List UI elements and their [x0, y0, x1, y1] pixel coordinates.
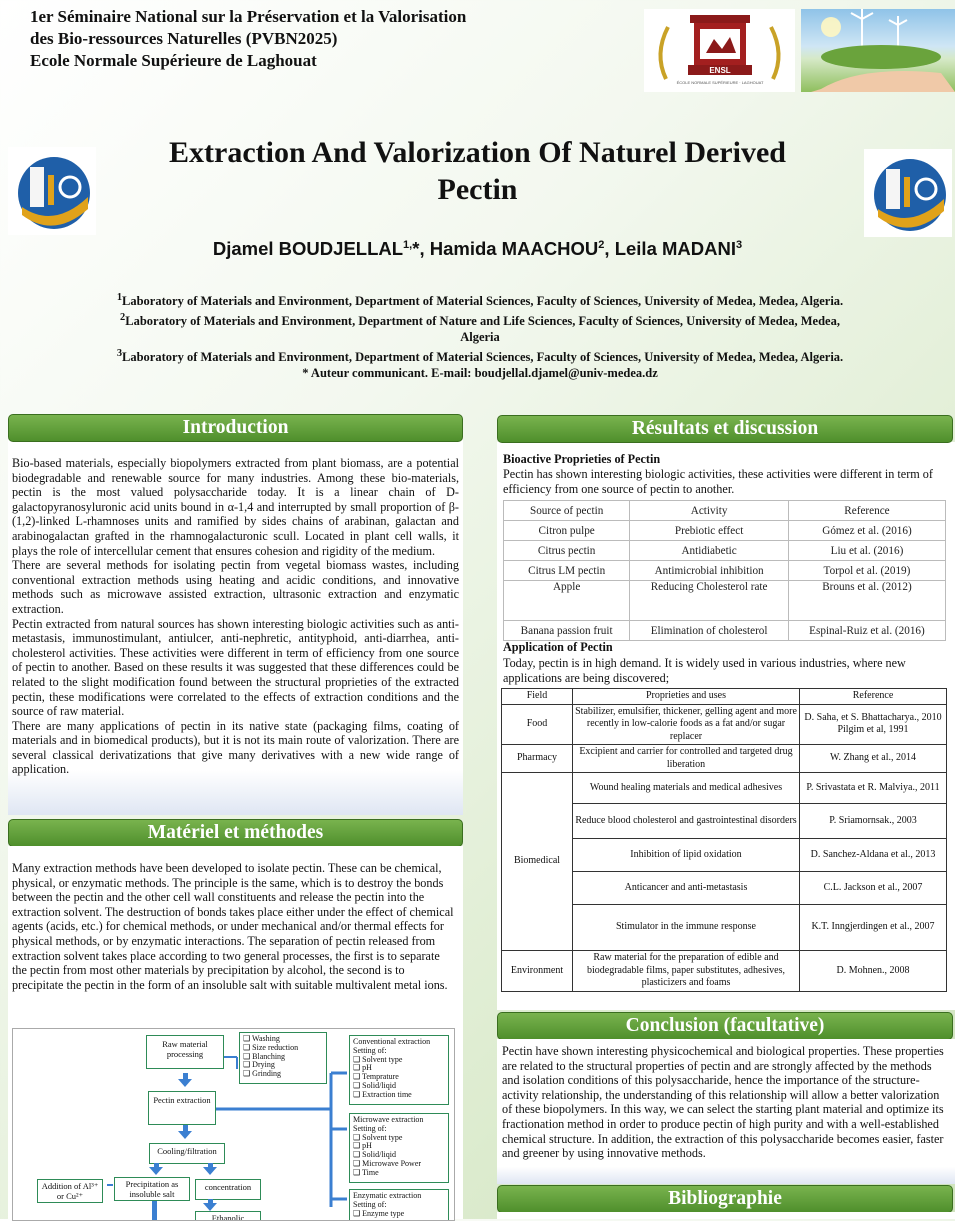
table-cell: Brouns et al. (2012)	[788, 581, 945, 621]
authors	[100, 238, 855, 260]
table-cell: Citrus pectin	[504, 541, 630, 561]
application-table-header	[502, 689, 947, 705]
biomedical-reference: K.T. Inngjerdingen et al., 2007	[800, 905, 947, 951]
affiliation-1-sup: 1	[116, 292, 123, 303]
flow-conv-item-label: Solvent type	[362, 1054, 403, 1064]
flow-pre-size: ❑ Size reduction	[243, 1042, 299, 1052]
field-biomedical: Biomedical	[502, 773, 573, 951]
flow-conventional-setting: Setting of:	[353, 1045, 387, 1055]
conference-line-1: 1er Séminaire National sur la Préservation et la Valorisation	[30, 7, 467, 26]
introduction-heading: Introduction	[8, 414, 463, 442]
application-header-field: Field	[502, 689, 573, 705]
flow-conv-item-label: Temprature	[362, 1072, 399, 1082]
bibliography-heading: Bibliographie	[497, 1185, 953, 1213]
table-row	[504, 621, 946, 641]
field-pharmacy: Pharmacy	[502, 745, 573, 773]
flow-raw-material: Raw material processing	[146, 1035, 224, 1069]
biomedical-reference: C.L. Jackson et al., 2007	[800, 872, 947, 905]
author-1-sup: 1,	[403, 238, 413, 251]
conclusion-heading: Conclusion (facultative)	[497, 1012, 953, 1040]
ensl-logo-text: ENSL	[709, 66, 731, 75]
title-line-2: Pectin	[437, 173, 518, 206]
author-3-sup: 3	[736, 238, 743, 251]
biomedical-use: Anticancer and anti-metastasis	[573, 872, 800, 905]
biomedical-reference: P. Srivastata et R. Malviya., 2011	[800, 773, 947, 804]
conference-line-2: des Bio-ressources Naturelles (PVBN2025)	[30, 29, 338, 48]
flow-conventional-extraction	[349, 1035, 449, 1105]
table-row	[504, 561, 946, 581]
affiliations	[110, 290, 850, 382]
bioactive-text: Pectin has shown interesting biologic activities, these activities were different in term of efficiency from one source of pectin to another.	[503, 467, 933, 496]
affiliation-2-text: Laboratory of Materials and Environment, Department of Nature and Life Sciences, Faculty of Sciences, University of Medea, Medea, Algeria	[125, 313, 840, 345]
flow-enzymatic-extraction	[349, 1189, 449, 1221]
flow-addition-ions: Addition of Al³⁺ or Cu²⁺	[37, 1179, 103, 1203]
flow-arrow-stem	[152, 1201, 157, 1221]
pharmacy-uses: Excipient and carrier for controlled and targeted drug liberation	[573, 745, 800, 773]
results-heading: Résultats et discussion	[497, 415, 953, 443]
flow-micro-item-label: Solid/liqid	[362, 1150, 396, 1160]
conference-info	[30, 6, 466, 72]
flow-arrow-down	[203, 1203, 217, 1211]
flow-pre-blanching: ❑ Blanching	[243, 1051, 286, 1061]
field-food: Food	[502, 704, 573, 745]
poster-title	[130, 134, 825, 208]
ensl-logo-subtext: ÉCOLE NORMALE SUPÉRIEURE · LAGHOUAT	[676, 80, 764, 85]
flow-conv-item-label: pH	[362, 1063, 372, 1073]
introduction-paragraph-2: There are several methods for isolating pectin from vegetal biomass wastes, including conventional extraction methods using heating and acidic conditions, and innovative methods such as microwave assisted extraction, ultrasonic extraction and enzymatic extraction.	[12, 558, 459, 616]
table-row	[504, 581, 946, 621]
application-header-uses: Proprieties and uses	[573, 689, 800, 705]
field-environment: Environment	[502, 951, 573, 992]
flow-concentration: concentration	[195, 1179, 261, 1200]
eco-hand-image	[801, 9, 955, 92]
flow-ethanolic: Ethanolic	[195, 1211, 261, 1221]
flow-micro-item: ❑ Microwave Power	[353, 1158, 422, 1168]
flow-conv-item-label: Solid/liqid	[362, 1080, 396, 1090]
author-3: Leila MADANI	[614, 238, 736, 259]
flow-pre-grinding: ❑ Grinding	[243, 1069, 282, 1079]
author-1-star: *	[412, 238, 420, 259]
flow-pre-drying: ❑ Drying	[243, 1060, 275, 1070]
biomedical-use: Reduce blood cholesterol and gastrointestinal disorders	[573, 804, 800, 839]
flow-pre-grinding-label: Grinding	[252, 1069, 282, 1079]
table-cell: Elimination of cholesterol	[630, 621, 789, 641]
flow-conv-item: ❑ Solvent type	[353, 1054, 403, 1064]
table-cell: Citron pulpe	[504, 521, 630, 541]
table-cell: Espinal-Ruiz et al. (2016)	[788, 621, 945, 641]
extraction-flowchart	[12, 1028, 455, 1221]
bioactive-table	[503, 500, 946, 641]
affiliation-3-sup: 3	[116, 347, 123, 359]
author-separator: ,	[419, 238, 430, 259]
food-reference	[800, 704, 947, 745]
flow-pretreatment-list	[239, 1032, 327, 1084]
introduction-body	[12, 456, 459, 777]
bioactive-header-activity: Activity	[630, 501, 789, 521]
bioactive-header-source: Source of pectin	[504, 501, 630, 521]
table-cell: Prebiotic effect	[630, 521, 789, 541]
food-uses: Stabilizer, emulsifier, thickener, gelling agent and more recently in low-calorie foods as a fat and/or sugar replacer	[573, 704, 800, 745]
bioactive-title: Bioactive Proprieties of Pectin	[503, 452, 661, 466]
bioactive-header-reference: Reference	[788, 501, 945, 521]
flow-arrow-down	[203, 1167, 217, 1175]
flow-micro-item-label: Microwave Power	[362, 1158, 422, 1168]
flow-enz-item-label: Enzyme type	[362, 1208, 405, 1218]
author-2-sup: 2	[598, 238, 605, 251]
flow-arrow-down	[178, 1131, 192, 1139]
flow-micro-item: ❑ Time	[353, 1167, 379, 1177]
environment-reference: D. Mohnen., 2008	[800, 951, 947, 992]
flow-pre-drying-label: Drying	[252, 1060, 275, 1070]
pharmacy-reference: W. Zhang et al., 2014	[800, 745, 947, 773]
biomedical-use: Wound healing materials and medical adhesives	[573, 773, 800, 804]
flow-enzymatic-title: Enzymatic extraction	[353, 1191, 422, 1200]
bioactive-table-header	[504, 501, 946, 521]
flow-pre-washing: ❑ Washing	[243, 1034, 280, 1043]
affiliation-1-text: Laboratory of Materials and Environment, Department of Material Sciences, Faculty of Sciences, University of Medea, Medea, Algeria.	[122, 294, 844, 309]
table-cell: Liu et al. (2016)	[788, 541, 945, 561]
table-cell: Banana passion fruit	[504, 621, 630, 641]
table-row	[502, 951, 947, 992]
biomedical-reference: P. Sriamornsak., 2003	[800, 804, 947, 839]
flow-microwave-setting: Setting of:	[353, 1123, 387, 1133]
biomedical-use: Inhibition of lipid oxidation	[573, 839, 800, 872]
conference-line-3: Ecole Normale Supérieure de Laghouat	[30, 51, 317, 70]
affiliation-2	[110, 310, 850, 346]
flow-arrow-down	[178, 1079, 192, 1087]
table-row	[502, 745, 947, 773]
table-cell: Reducing Cholesterol rate	[630, 581, 789, 621]
flow-enzymatic-setting: Setting of:	[353, 1199, 387, 1209]
flow-pre-washing-label: Washing	[252, 1034, 280, 1043]
food-reference-2: Pilgim et al, 1991	[837, 724, 909, 736]
flow-micro-item: ❑ Solid/liqid	[353, 1150, 396, 1160]
contact-email: * Auteur communicant. E-mail: boudjellal.djamel@univ-medea.dz	[302, 366, 658, 381]
application-text: Today, pectin is in high demand. It is widely used in various industries, where new applications are being discovered;	[503, 656, 906, 685]
flow-micro-item-label: Solvent type	[362, 1132, 403, 1142]
food-reference-1: D. Saha, et S. Bhattacharya., 2010	[804, 711, 942, 723]
application-table	[501, 688, 947, 992]
table-cell: Antidiabetic	[630, 541, 789, 561]
flow-pectin-extraction: Pectin extraction	[148, 1091, 216, 1125]
table-row	[504, 541, 946, 561]
table-row	[502, 704, 947, 745]
flow-conventional-title: Conventional extraction	[353, 1037, 431, 1046]
flow-micro-item: ❑ Solvent type	[353, 1132, 403, 1142]
university-logo-right	[864, 149, 952, 237]
university-logo-left	[8, 147, 96, 235]
application-title: Application of Pectin	[503, 640, 613, 654]
flow-enz-item: ❑ Enzyme type	[353, 1208, 405, 1218]
flow-conv-item-label: Extraction time	[362, 1089, 412, 1099]
table-row	[502, 773, 947, 804]
author-1: Djamel BOUDJELLAL	[212, 238, 404, 259]
flow-pre-blanching-label: Blanching	[252, 1051, 286, 1061]
affiliation-3-text: Laboratory of Materials and Environment, Department of Material Sciences, Faculty of Sciences, University of Medea, Medea, Algeria.	[122, 349, 844, 364]
ensl-logo	[644, 9, 795, 92]
table-cell: Gómez et al. (2016)	[788, 521, 945, 541]
table-cell: Antimicrobial inhibition	[630, 561, 789, 581]
biomedical-use: Stimulator in the immune response	[573, 905, 800, 951]
flow-micro-item: ❑ pH	[353, 1141, 372, 1151]
flow-conv-item: ❑ Solid/liqid	[353, 1080, 396, 1090]
flow-cooling-filtration: Cooling/filtration	[149, 1143, 225, 1164]
author-separator: ,	[604, 238, 615, 259]
affiliation-1	[110, 290, 850, 310]
environment-uses: Raw material for the preparation of edible and biodegradable films, paper substitutes, adhesives, plasticizers and foams	[573, 951, 800, 992]
flow-arrow-down	[149, 1167, 163, 1175]
affiliation-3	[110, 346, 850, 366]
table-cell: Torpol et al. (2019)	[788, 561, 945, 581]
flow-micro-item-label: Time	[362, 1167, 379, 1177]
methods-heading: Matériel et méthodes	[8, 819, 463, 847]
flow-conv-item: ❑ pH	[353, 1063, 372, 1073]
flow-microwave-title: Microwave extraction	[353, 1115, 424, 1124]
biomedical-reference: D. Sanchez-Aldana et al., 2013	[800, 839, 947, 872]
flow-microwave-extraction	[349, 1113, 449, 1183]
flow-precipitation-salt: Precipitation as insoluble salt	[114, 1177, 190, 1201]
methods-body	[12, 861, 457, 992]
methods-paragraph-1: Many extraction methods have been developed to isolate pectin. These can be chemical, physical, or enzymatic methods. The principle is the same, which is to destroy the bonds between the pectin and the other cell wall constituents and release the pectin into the extraction solvent. The destruction of bonds takes place either under the effect of chemical agents (acids, etc.) for chemical methods, or under mechanical and/or thermal effects for physical methods, or by enzymatic interactions. The separation of pectin released from extraction solvent takes place according to two general processes, the first is to separate the pectin from most other materials by precipitation by alcohol, the second is to precipitate the pectin in the form of an insoluble salt with suitable multivalent metal ions.	[12, 861, 454, 992]
introduction-paragraph-3: Pectin extracted from natural sources has shown interesting biologic activities such as anti-metastasis, immunostimulant, antiulcer, anti-nephretic, antityphoid, anti-diarrhea, anti-cholesterol activities. These activities were different in term of efficiency from one source of pectin to another. Based on these results it was suggested that these differences could be related to the slight modification found between the structural proprieties of the extracted pectin, these modifications were correlated to the effects of extraction conditions and the source of raw material.	[12, 616, 459, 719]
flow-conv-item: ❑ Temprature	[353, 1072, 399, 1082]
conclusion-body: Pectin have shown interesting physicochemical and biological properties. These properties are related to the structural properties of pectin and are strongly affected by the methods and isolation conditions of this polysaccharide, hence the importance of the structure-activity relationship, the understanding of this relationship will allow a better valorization of these biopolymers. In this way, we can select the starting plant material and optimize its fractionation method in order to produce pectin of high purity and with a well-established chemical structure. In addition, the extraction of this polysaccharide becomes easier, faster and greener by using innovative methods.	[502, 1044, 944, 1161]
flow-conv-item: ❑ Extraction time	[353, 1089, 412, 1099]
title-line-1: Extraction And Valorization Of Naturel Derived	[169, 136, 786, 169]
application-header-reference: Reference	[800, 689, 947, 705]
flow-pre-size-label: Size reduction	[252, 1042, 299, 1052]
bibliography-panel	[497, 1212, 955, 1219]
author-2: Hamida MAACHOU	[429, 238, 599, 259]
table-cell: Citrus LM pectin	[504, 561, 630, 581]
introduction-paragraph-1: Bio-based materials, especially biopolymers extracted from plant biomass, are a potential biodegradable and renewable source for many industries. Among these bio-materials, pectin is the most valued polysaccharide today. It is a linear chain of D-galactopyranosyluronic acid units bound in α-1,4 and interrupted by small proportion of β-(1,2)-linked L-rhamnoses units and ramified by sides chains of arabinan, galactan and arabinogalactan grafted in the rhamnogalacturonic scull. Located in plant cell walls, it plays the role of intercellular cement that ensures cohesion and rigidity of the medium.	[12, 456, 459, 558]
introduction-paragraph-4: There are many applications of pectin in its native state (packaging films, coating of materials and in biomedical products), but it is not its main route of valorization. There are several classical derivatizations that give many derivatives with a new wide range of application.	[12, 718, 459, 777]
table-row	[504, 521, 946, 541]
table-cell: Apple	[504, 581, 630, 621]
affiliation-2-sup: 2	[120, 311, 126, 323]
flow-micro-item-label: pH	[362, 1141, 372, 1151]
